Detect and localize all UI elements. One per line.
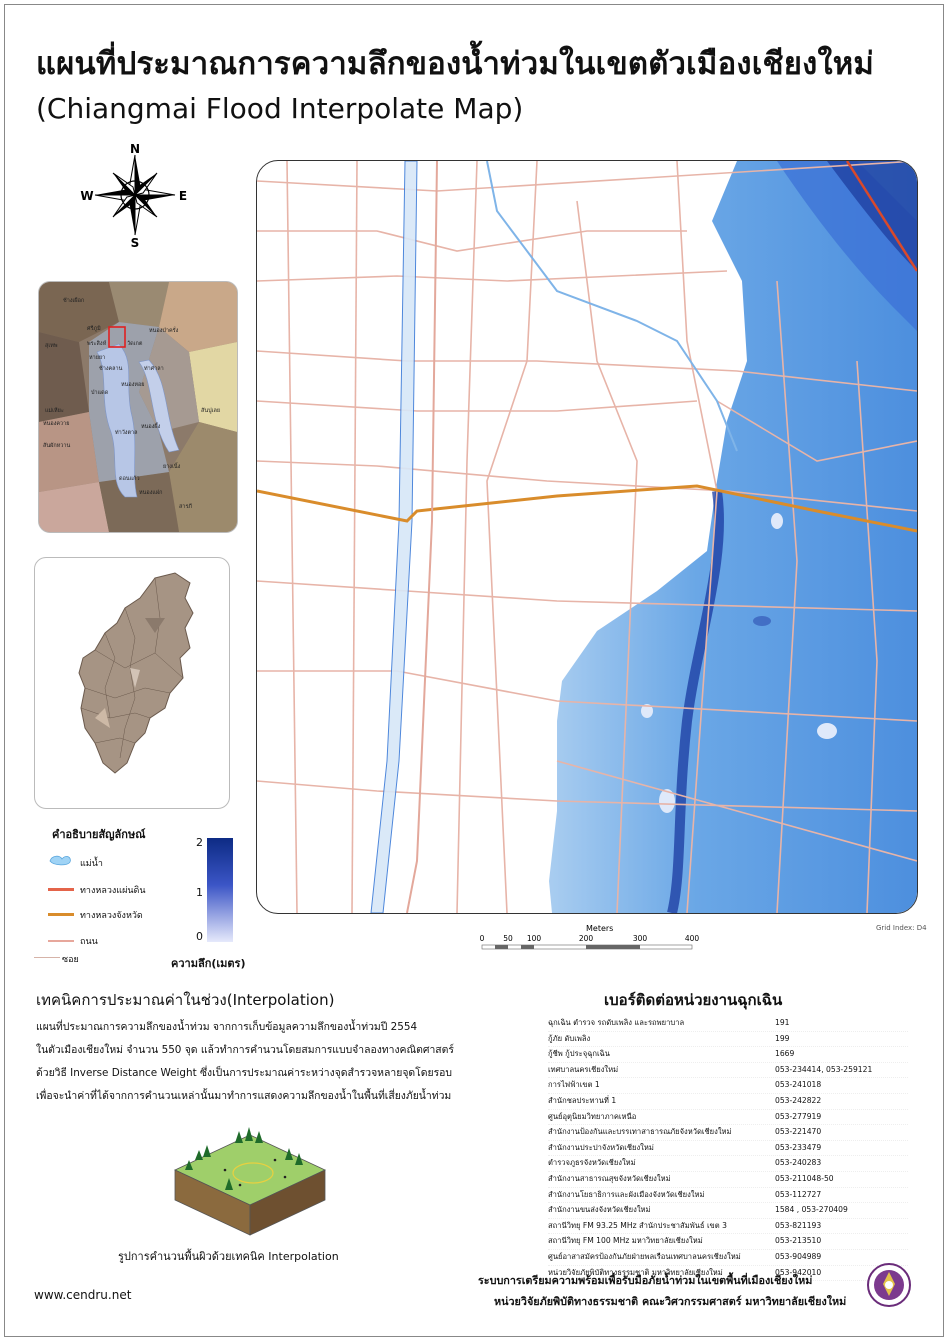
university-logo-icon bbox=[866, 1262, 912, 1308]
svg-text:หนองหอย: หนองหอย bbox=[121, 382, 145, 388]
depth-color-ramp bbox=[207, 838, 233, 942]
contact-name: ฉุกเฉิน ตำรวจ รถดับเพลิง และรถพยาบาล bbox=[548, 1018, 685, 1027]
contact-phone: 053-277919 bbox=[775, 1111, 822, 1121]
contact-phone: 191 bbox=[775, 1018, 790, 1027]
contact-phone: 053-904989 bbox=[775, 1251, 822, 1261]
svg-text:สันปูเลย: สันปูเลย bbox=[201, 408, 221, 414]
contact-phone: 053-821193 bbox=[775, 1220, 822, 1230]
svg-text:หนองควาย: หนองควาย bbox=[43, 421, 70, 427]
contact-phone: 053-242822 bbox=[775, 1095, 822, 1105]
provincial-legend-swatch bbox=[48, 913, 74, 916]
scale-tick-200: 200 bbox=[578, 934, 594, 943]
contact-name: เทศบาลนครเชียงใหม่ bbox=[548, 1064, 619, 1074]
legend-provincial-label: ทางหลวงจังหวัด bbox=[80, 911, 143, 921]
scale-tick-300: 300 bbox=[632, 934, 648, 943]
compass-n: N bbox=[129, 142, 141, 156]
interpolation-3d-diagram bbox=[165, 1115, 335, 1240]
contact-row bbox=[548, 1016, 908, 1032]
river-legend-icon bbox=[48, 853, 74, 867]
interp-line-4: เพื่อจะนำค่าที่ได้จากการคำนวนเหล่านั้นมาทำการแสดงความลึกของน้ำในพื้นที่เสี่ยงภัยน้ำท่วม bbox=[36, 1090, 452, 1102]
interpolation-text bbox=[36, 1016, 516, 1108]
contact-name: ตำรวจภูธรจังหวัดเชียงใหม่ bbox=[548, 1158, 636, 1168]
contact-row bbox=[548, 1219, 908, 1235]
svg-text:แม่เหียะ: แม่เหียะ bbox=[45, 408, 64, 414]
depth-mid-label: 1 bbox=[196, 886, 203, 899]
emergency-contacts-table bbox=[548, 1016, 908, 1281]
contact-phone: 053-221470 bbox=[775, 1127, 822, 1137]
legend-highway-label: ทางหลวงแผ่นดิน bbox=[80, 886, 146, 896]
scale-unit: Meters bbox=[586, 924, 614, 933]
svg-text:ท่าวังตาล: ท่าวังตาล bbox=[115, 430, 138, 436]
contact-row bbox=[548, 1250, 908, 1266]
contact-name: สำนักงานประปาจังหวัดเชียงใหม่ bbox=[548, 1142, 654, 1152]
svg-text:วัดเกต: วัดเกต bbox=[127, 341, 143, 347]
svg-text:สารภี: สารภี bbox=[179, 504, 193, 510]
emergency-contacts-heading: เบอร์ติดต่อหน่วยงานฉุกเฉิน bbox=[604, 991, 783, 1009]
scale-tick-100: 100 bbox=[526, 934, 542, 943]
interpolation-caption: รูปการคำนวนพื้นผิวด้วยเทคนิค Interpolation bbox=[118, 1250, 339, 1263]
contact-name: สถานีวิทยุ FM 93.25 MHz สำนักประชาสัมพันธ์ เขต 3 bbox=[548, 1220, 727, 1230]
svg-text:ยางเนิ้ง: ยางเนิ้ง bbox=[163, 464, 181, 470]
website-link[interactable]: www.cendru.net bbox=[34, 1288, 132, 1302]
contact-name: กู้ภัย ดับเพลิง bbox=[548, 1033, 591, 1043]
depth-max-label: 2 bbox=[196, 836, 203, 849]
svg-text:หนองผึ้ง: หนองผึ้ง bbox=[141, 424, 161, 430]
contact-name: สำนักงานป้องกันและบรรเทาสาธารณภัยจังหวัดเชียงใหม่ bbox=[548, 1127, 732, 1137]
grid-index: Grid Index: D4 bbox=[876, 924, 927, 932]
compass-s: S bbox=[130, 236, 140, 250]
contact-phone: 053-942010 bbox=[775, 1267, 822, 1277]
svg-text:ศรีภูมิ: ศรีภูมิ bbox=[87, 326, 101, 332]
interp-line-3: ด้วยวิธี Inverse Distance Weight ซึ่งเป็นการประมาณค่าระหว่างจุดสำรวจหลายจุดโดยรอบ bbox=[36, 1067, 452, 1079]
highway-legend-swatch bbox=[48, 888, 74, 891]
compass-w: W bbox=[80, 189, 94, 203]
contact-phone: 1669 bbox=[775, 1049, 795, 1059]
canal bbox=[371, 161, 417, 913]
svg-text:หายยา: หายยา bbox=[89, 355, 106, 361]
contact-name: สำนักงานสาธารณสุขจังหวัดเชียงใหม่ bbox=[548, 1173, 671, 1183]
contact-row bbox=[548, 1156, 908, 1172]
soi-legend-swatch bbox=[34, 957, 60, 958]
contact-name: สถานีวิทยุ FM 100 MHz มหาวิทยาลัยเชียงใหม่ bbox=[548, 1236, 703, 1246]
svg-text:ช้างเผือก: ช้างเผือก bbox=[63, 298, 85, 304]
depth-min-label: 0 bbox=[196, 930, 203, 943]
map-title-thai: แผนที่ประมาณการความลึกของน้ำท่วมในเขตตัวเมืองเชียงใหม่ bbox=[36, 46, 875, 82]
footer-system-title: ระบบการเตรียมความพร้อมเพื่อรับมือภัยน้ำท่วมในเขตพื้นที่เมืองเชียงใหม่ bbox=[478, 1274, 813, 1287]
depth-unit-label: ความลึก(เมตร) bbox=[171, 957, 246, 970]
footer-unit-name: หน่วยวิจัยภัยพิบัติทางธรรมชาติ คณะวิศวกรรมศาสตร์ มหาวิทยาลัยเชียงใหม่ bbox=[494, 1295, 847, 1308]
legend-river-label: แม่น้ำ bbox=[80, 859, 103, 869]
contact-row bbox=[548, 1172, 908, 1188]
svg-text:ป่าแดด: ป่าแดด bbox=[91, 390, 109, 396]
contact-phone: 053-234414, 053-259121 bbox=[775, 1064, 873, 1074]
contact-name: สำนักงานโยธาธิการและผังเมืองจังหวัดเชียงใหม่ bbox=[548, 1189, 705, 1199]
scale-tick-0: 0 bbox=[479, 934, 485, 943]
contact-phone: 053-112727 bbox=[775, 1189, 822, 1199]
contact-name: กู้ชีพ กู้ประจุฉุกเฉิน bbox=[548, 1049, 610, 1059]
contact-name: ศูนย์อุตุนิยมวิทยาภาคเหนือ bbox=[548, 1111, 637, 1121]
legend-road-label: ถนน bbox=[80, 937, 98, 947]
compass-e: E bbox=[178, 189, 188, 203]
contact-phone: 053-240283 bbox=[775, 1158, 822, 1168]
contact-row bbox=[548, 1063, 908, 1079]
contact-name: หน่วยวิจัยภัยพิบัติทางธรรมชาติ มหาวิทยาลัยเชียงใหม่ bbox=[548, 1267, 723, 1277]
legend-title: คำอธิบายสัญลักษณ์ bbox=[52, 828, 146, 841]
contact-row bbox=[548, 1078, 908, 1094]
compass-rose-icon bbox=[80, 140, 190, 250]
svg-text:ดอนแก้ว: ดอนแก้ว bbox=[119, 476, 140, 482]
flood-extent bbox=[549, 161, 917, 913]
contact-name: การไฟฟ้าเขต 1 bbox=[548, 1080, 600, 1090]
province-inset-map bbox=[34, 557, 230, 809]
scale-tick-400: 400 bbox=[684, 934, 700, 943]
contact-row bbox=[548, 1032, 908, 1048]
legend-soi-label: ซอย bbox=[62, 955, 79, 965]
svg-text:สุเทพ: สุเทพ bbox=[45, 343, 58, 349]
interpolation-heading: เทคนิคการประมาณค่าในช่วง(Interpolation) bbox=[36, 991, 335, 1009]
contact-row bbox=[548, 1110, 908, 1126]
contact-name: ศูนย์อาสาสมัครป้องกันภัยฝ่ายพลเรือนเทศบาลนครเชียงใหม่ bbox=[548, 1251, 741, 1261]
contact-phone: 1584 , 053-270409 bbox=[775, 1205, 848, 1215]
contact-phone: 053-213510 bbox=[775, 1236, 822, 1246]
contact-phone: 053-241018 bbox=[775, 1080, 822, 1090]
svg-text:สันผักหวาน: สันผักหวาน bbox=[43, 443, 71, 449]
svg-text:พระสิงห์: พระสิงห์ bbox=[87, 341, 107, 347]
svg-text:หนองแฝก: หนองแฝก bbox=[139, 490, 163, 496]
flood-depth-main-map[interactable] bbox=[256, 160, 918, 914]
map-title-english: (Chiangmai Flood Interpolate Map) bbox=[36, 92, 524, 125]
contact-row bbox=[548, 1141, 908, 1157]
contact-phone: 053-211048-50 bbox=[775, 1173, 834, 1183]
contact-row bbox=[548, 1234, 908, 1250]
contact-row bbox=[548, 1188, 908, 1204]
interp-line-1: แผนที่ประมาณการความลึกของน้ำท่วม จากการเก็บข้อมูลความลึกของน้ำท่วมปี 2554 bbox=[36, 1021, 418, 1033]
district-inset-map bbox=[38, 281, 238, 533]
road-legend-swatch bbox=[48, 940, 74, 942]
contact-name: สำนักชลประทานที่ 1 bbox=[548, 1095, 617, 1105]
contact-row bbox=[548, 1203, 908, 1219]
contact-phone: 053-233479 bbox=[775, 1142, 822, 1152]
contact-row bbox=[548, 1094, 908, 1110]
svg-text:ช้างคลาน: ช้างคลาน bbox=[99, 366, 123, 372]
scale-tick-50: 50 bbox=[503, 934, 513, 943]
svg-text:หนองป่าครั่ง: หนองป่าครั่ง bbox=[149, 328, 179, 334]
scale-bar bbox=[478, 923, 718, 955]
svg-text:ท่าศาลา: ท่าศาลา bbox=[144, 366, 164, 372]
interp-line-2: ในตัวเมืองเชียงใหม่ จำนวน 550 จุด แล้วทำการคำนวนโดยสมการแบบจำลองทางคณิตศาสตร์ bbox=[36, 1044, 454, 1056]
contact-phone: 199 bbox=[775, 1033, 790, 1043]
contact-name: สำนักงานขนส่งจังหวัดเชียงใหม่ bbox=[548, 1205, 651, 1215]
contact-row bbox=[548, 1047, 908, 1063]
contact-row bbox=[548, 1125, 908, 1141]
